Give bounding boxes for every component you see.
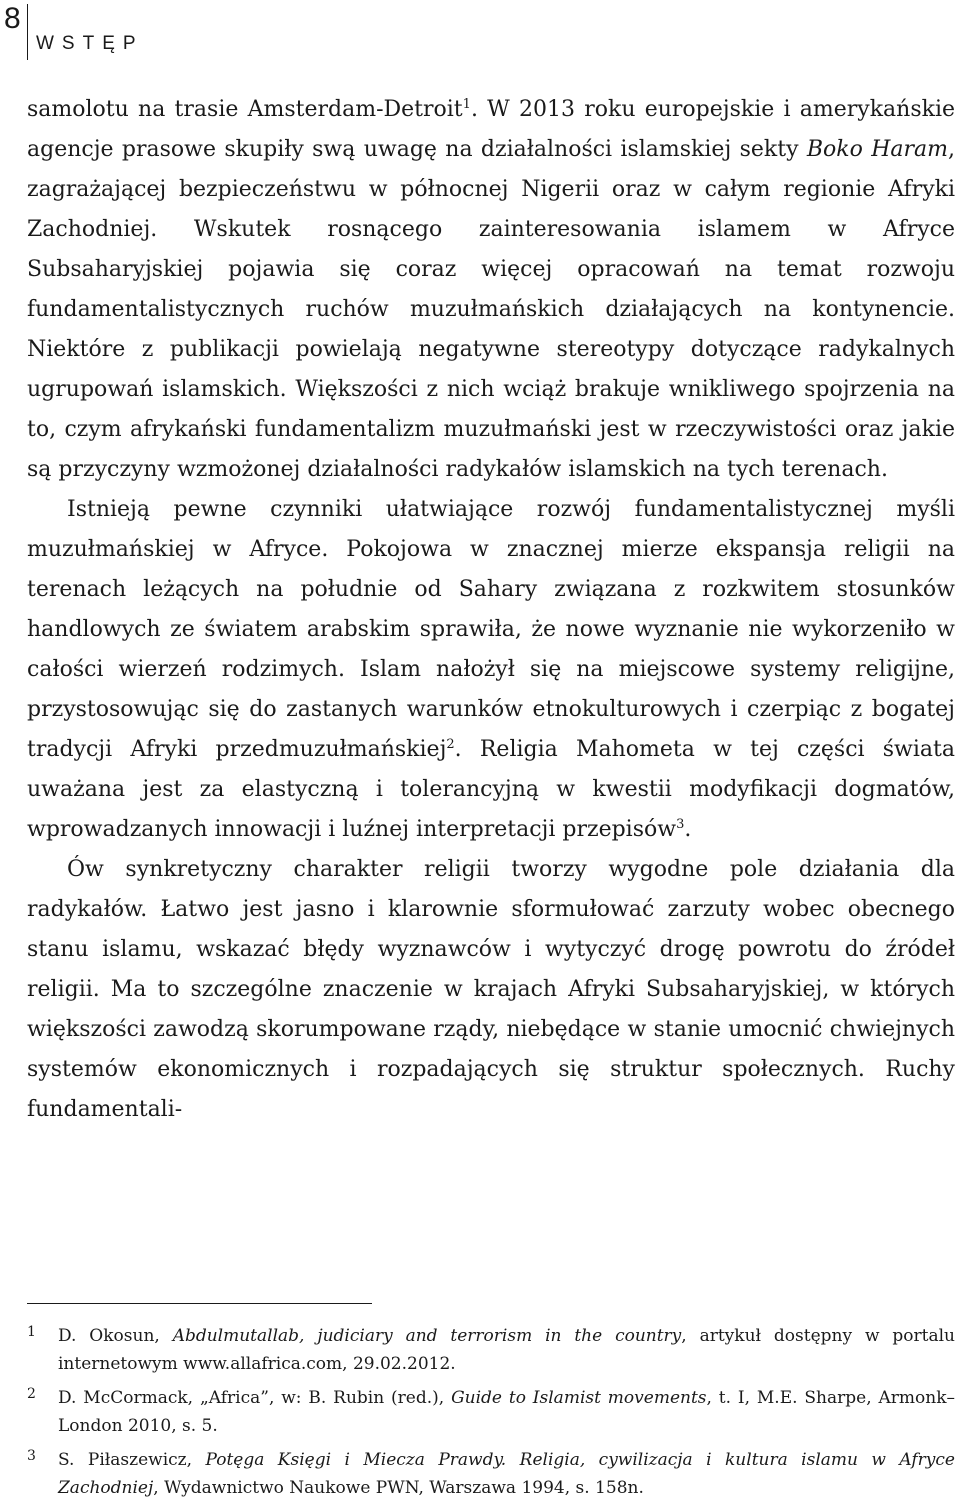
footnote-number: 1 bbox=[27, 1324, 36, 1340]
paragraph-1-text-a: samolotu na trasie Amsterdam-Detroit bbox=[27, 97, 463, 122]
paragraph-2-text-c: . bbox=[684, 817, 692, 842]
footnote-title: Abdulmutallab, judiciary and terrorism in the country bbox=[172, 1326, 682, 1346]
footnote-details: , Wydawnictwo Naukowe PWN, Warszawa 1994, s. 158n. bbox=[153, 1478, 644, 1498]
paragraph-2-text-a: Istnieją pewne czynniki ułatwiające rozwój fundamentalistycznej myśli muzułmańskiej w Afryce. Pokojowa w znacznej mierze ekspansja religii na terenach leżących na południe od Sahary związana z rozkwitem stosunków handlowych ze światem arabskim sprawiła, że nowe wyznanie nie wykorzeniło w całości wierzeń rodzimych. Islam nałożył się na miejscowe systemy religijne, przystosowując się do zastanych warunków etnokulturowych i czerpiąc z bogatej tradycji Afryki przedmuzułmańskiej bbox=[27, 497, 955, 762]
footnote-author: S. Piłaszewicz, bbox=[58, 1450, 206, 1470]
paragraph-1-text-b: . W 2013 roku europejskie i amerykańskie agencje prasowe skupiły swą uwagę na działalności islamskiej sekty bbox=[27, 97, 956, 162]
footnote-title: Guide to Islamist movements bbox=[451, 1388, 707, 1408]
page-number: 8 bbox=[4, 2, 21, 35]
paragraph-2-text-b: . Religia Mahometa w tej części świata uważana jest za elastyczną i tolerancyjną w kwestii modyfikacji dogmatów, wprowadzanych innowacji i luźnej interpretacji przepisów bbox=[27, 737, 955, 842]
footnote-number: 3 bbox=[27, 1448, 36, 1464]
footnote-author: D. Okosun, bbox=[58, 1326, 173, 1346]
paragraph-1-emphasis: Boko Haram bbox=[806, 137, 948, 162]
running-head: WSTĘP bbox=[36, 33, 144, 54]
main-text bbox=[27, 90, 955, 1130]
paragraph-1-text-c: , zagrażającej bezpieczeństwu w północnej Nigerii oraz w całym regionie Afryki Zachodniej. Wskutek rosnącego zainteresowania islamem w Afryce Subsaharyjskiej pojawia się coraz więcej opracowań na temat rozwoju fundamentalistycznych ruchów muzułmańskich działających na kontynencie. Niektóre z publikacji powielają negatywne stereotypy dotyczące radykalnych ugrupowań islamskich. Większości z nich wciąż brakuje wnikliwego spojrzenia na to, czym afrykański fundamentalizm muzułmański jest w rzeczywistości oraz jakie są przyczyny wzmożonej działalności radykałów islamskich na tych terenach. bbox=[27, 137, 955, 482]
footnote-number: 2 bbox=[27, 1386, 36, 1402]
footnote-3 bbox=[27, 1446, 955, 1502]
footnote-details: , t. I, M.E. Sharpe, Armonk–London 2010, s. 5. bbox=[58, 1388, 955, 1436]
footnote-ref-1: 1 bbox=[462, 97, 471, 112]
footnote-author: D. McCormack, „Africa”, w: B. Rubin (red.), bbox=[58, 1388, 452, 1408]
footnote-ref-2: 2 bbox=[446, 737, 455, 752]
footnote-title: Potęga Księgi i Miecza Prawdy. Religia, cywilizacja i kultura islamu w Afryce Zachodniej bbox=[58, 1450, 955, 1498]
paragraph-1 bbox=[27, 90, 955, 490]
footnote-divider bbox=[27, 1303, 372, 1304]
paragraph-3: Ów synkretyczny charakter religii tworzy wygodne pole działania dla radykałów. Łatwo jest jasno i klarownie sformułować zarzuty wobec obecnego stanu islamu, wskazać błędy wyznawców i wytyczyć drogę powrotu do źródeł religii. Ma to szczególne znaczenie w krajach Afryki Subsaharyjskiej, w których większości zawodzą skorumpowane rządy, niebędące w stanie umocnić chwiejnych systemów ekonomicznych i rozpadających się struktur społecznych. Ruchy fundamentali- bbox=[27, 857, 955, 1122]
footnote-ref-3: 3 bbox=[676, 817, 685, 832]
paragraph-2 bbox=[27, 490, 955, 850]
footnote-2 bbox=[27, 1384, 955, 1440]
page-header bbox=[0, 0, 960, 64]
footnotes bbox=[27, 1322, 955, 1508]
footnote-details: , artykuł dostępny w portalu internetowym www.allafrica.com, 29.02.2012. bbox=[58, 1326, 955, 1374]
footnote-1 bbox=[27, 1322, 955, 1378]
header-divider bbox=[27, 4, 28, 60]
